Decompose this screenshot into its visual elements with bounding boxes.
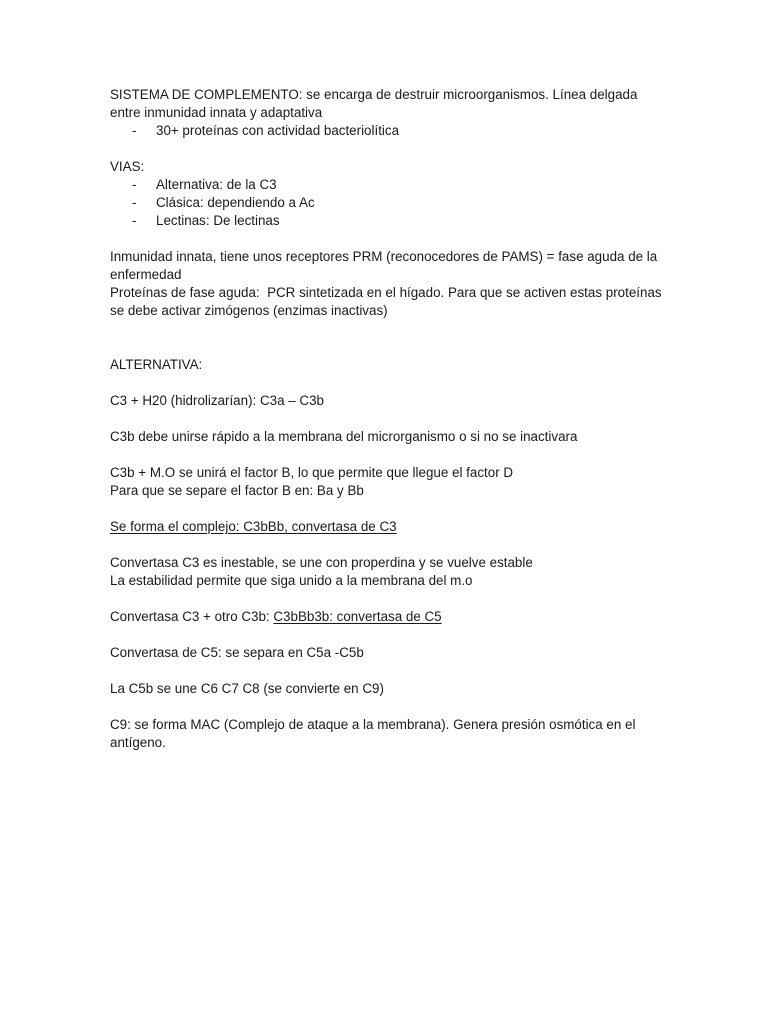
bullet-dash: -: [132, 213, 137, 228]
spacer: [110, 446, 670, 464]
unstable-line: Convertasa C3 es inestable, se une con properdina y se vuelve estable: [110, 555, 533, 570]
c5b-join-line: La C5b se une C6 C7 C8 (se convierte en C9): [110, 681, 384, 696]
list-item: [110, 122, 670, 140]
bullet-dash: -: [132, 123, 137, 138]
bullet-dash: -: [132, 195, 137, 210]
list-item: [110, 176, 670, 194]
spacer: [110, 410, 670, 428]
intro-paragraph: SISTEMA DE COMPLEMENTO: se encarga de destruir microorganismos. Línea delgada entre inmunidad innata y adaptativa: [110, 87, 642, 120]
list-item-text: Alternativa: de la C3: [156, 177, 277, 192]
bullet-dash: -: [132, 177, 137, 192]
c5-convertase-underlined: C3bBb3b: convertasa de C5: [273, 609, 442, 624]
spacer: [110, 536, 670, 554]
spacer: [110, 374, 670, 392]
stability-line: La estabilidad permite que siga unido a la membrana del m.o: [110, 573, 473, 588]
factor-b-line: C3b + M.O se unirá el factor B, lo que permite que llegue el factor D: [110, 465, 514, 480]
factor-b-split-line: Para que se separe el factor B en: Ba y Bb: [110, 483, 364, 498]
spacer: [110, 698, 670, 716]
innate-paragraph: Inmunidad innata, tiene unos receptores PRM (reconocedores de PAMS) = fase aguda de la enfermedad: [110, 249, 661, 282]
spacer: [110, 230, 670, 248]
hydrolysis-line: C3 + H20 (hidrolizarían): C3a – C3b: [110, 393, 324, 408]
vias-heading: VIAS:: [110, 159, 145, 174]
c5-convertase-line: [110, 608, 670, 626]
spacer: [110, 626, 670, 644]
c5-convertase-prefix: Convertasa C3 + otro C3b:: [110, 609, 274, 624]
membrane-binding-line: C3b debe unirse rápido a la membrana del microrganismo o si no se inactivara: [110, 429, 578, 444]
acute-phase-paragraph: Proteínas de fase aguda: PCR sintetizada en el hígado. Para que se activen estas proteínas se debe activar zimógenos (enzimas inactivas): [110, 285, 666, 318]
spacer: [110, 140, 670, 158]
c5-split-line: Convertasa de C5: se separa en C5a -C5b: [110, 645, 364, 660]
list-item: [110, 194, 670, 212]
spacer: [110, 320, 670, 356]
vias-bullet-list: [110, 176, 670, 230]
list-item-text: 30+ proteínas con actividad bacteriolítica: [156, 123, 400, 138]
list-item-text: Lectinas: De lectinas: [156, 213, 280, 228]
spacer: [110, 590, 670, 608]
spacer: [110, 662, 670, 680]
document-body: [110, 86, 670, 752]
spacer: [110, 500, 670, 518]
list-item: [110, 212, 670, 230]
list-item-text: Clásica: dependiendo a Ac: [156, 195, 315, 210]
intro-bullet-list: [110, 122, 670, 140]
c3-convertase-line: Se forma el complejo: C3bBb, convertasa de C3: [110, 519, 397, 534]
alternativa-heading: ALTERNATIVA:: [110, 357, 203, 372]
mac-line: C9: se forma MAC (Complejo de ataque a la membrana). Genera presión osmótica en el antígeno.: [110, 717, 640, 750]
